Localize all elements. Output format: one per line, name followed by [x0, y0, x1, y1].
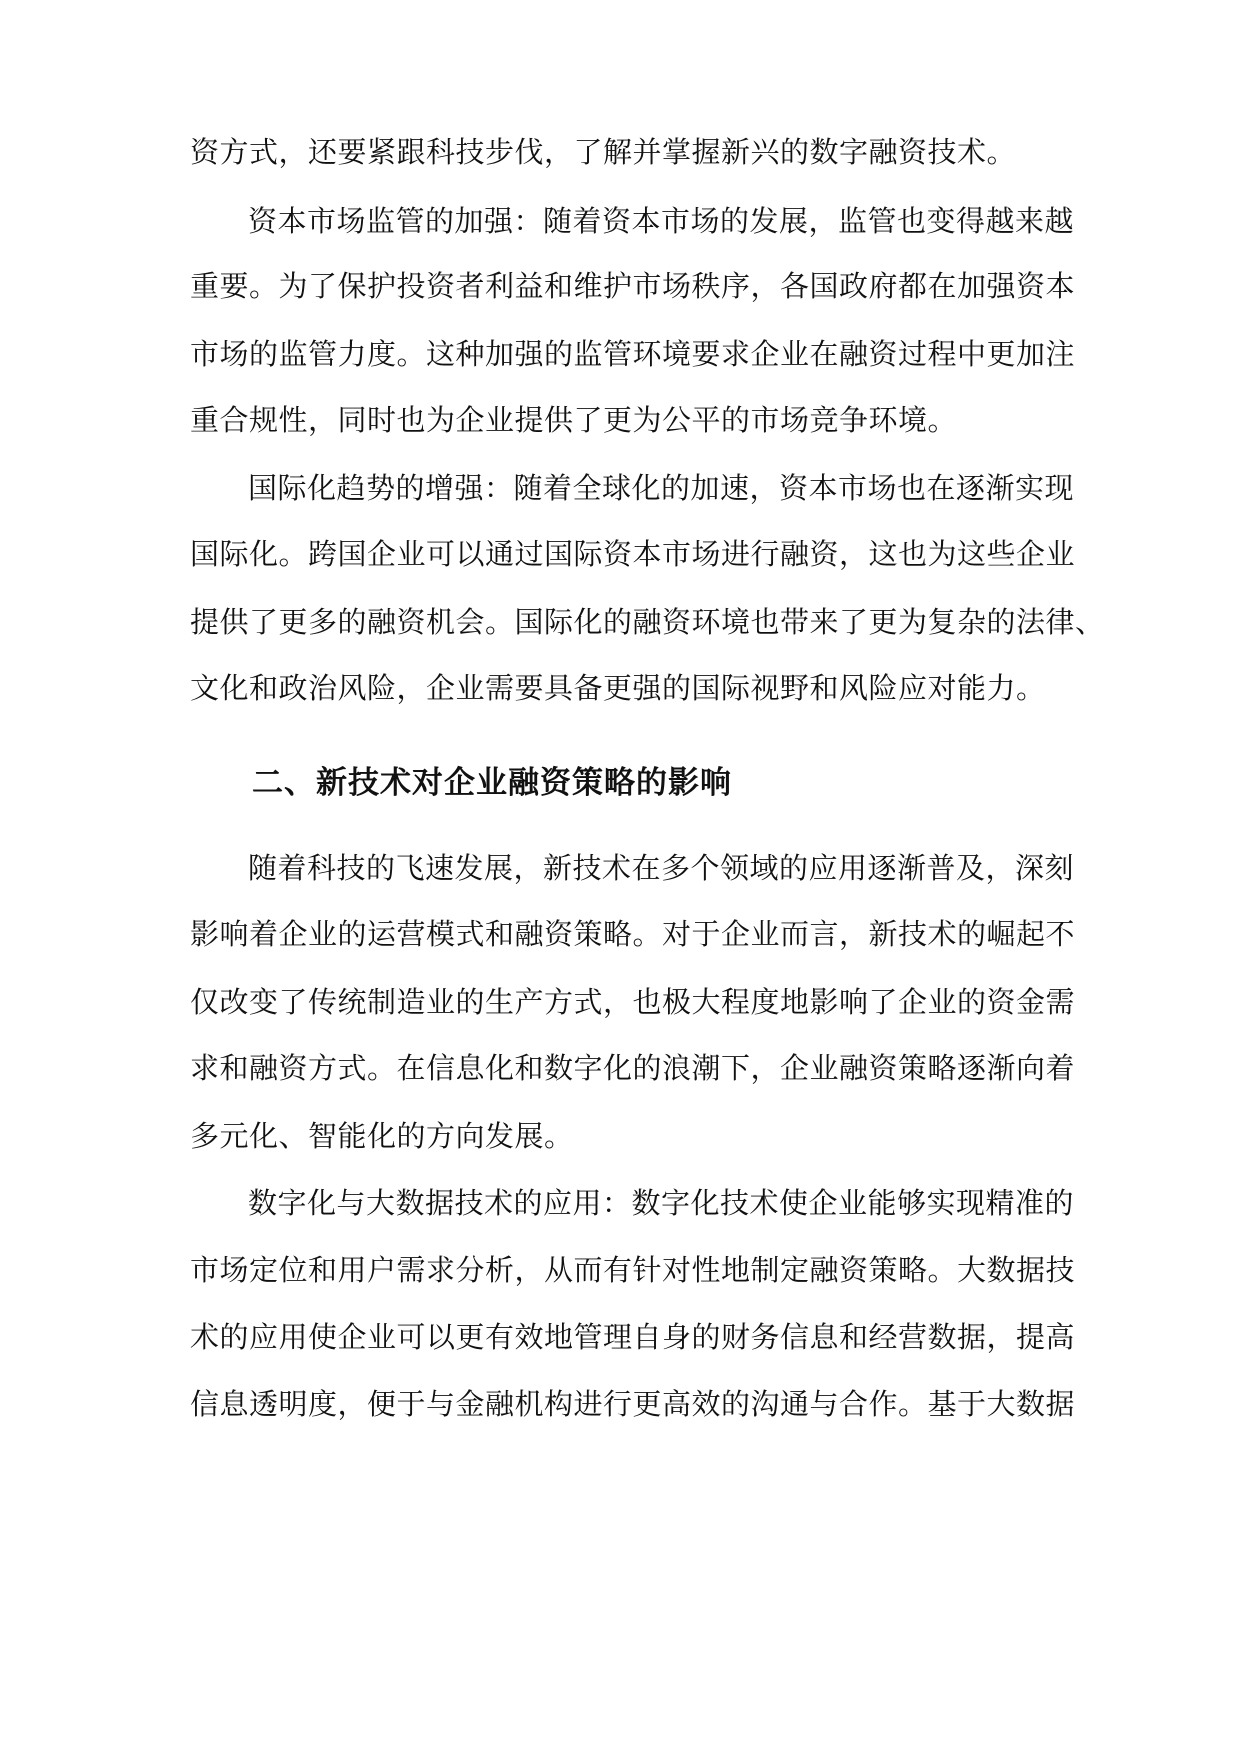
paragraph-line: 信息透明度，便于与金融机构进行更高效的沟通与合作。基于大数据 — [190, 1387, 1076, 1421]
paragraph-line: 重合规性，同时也为企业提供了更为公平的市场竞争环境。 — [190, 403, 958, 437]
paragraph-line: 影响着企业的运营模式和融资策略。对于企业而言，新技术的崛起不 — [190, 917, 1076, 951]
paragraph-line: 国际化。跨国企业可以通过国际资本市场进行融资，这也为这些企业 — [190, 537, 1076, 571]
paragraph-line: 重要。为了保护投资者利益和维护市场秩序，各国政府都在加强资本 — [190, 269, 1076, 303]
paragraph-line: 提供了更多的融资机会。国际化的融资环境也带来了更为复杂的法律、 — [190, 605, 1105, 639]
paragraph-line: 文化和政治风险，企业需要具备更强的国际视野和风险应对能力。 — [190, 671, 1046, 705]
section-heading: 二、新技术对企业融资策略的影响 — [252, 765, 732, 801]
paragraph-line: 随着科技的飞速发展，新技术在多个领域的应用逐渐普及，深刻 — [248, 851, 1075, 885]
paragraph-line: 多元化、智能化的方向发展。 — [190, 1119, 574, 1153]
paragraph-line: 数字化与大数据技术的应用：数字化技术使企业能够实现精准的 — [248, 1186, 1075, 1220]
paragraph-line: 市场的监管力度。这种加强的监管环境要求企业在融资过程中更加注 — [190, 337, 1076, 371]
paragraph-line: 资本市场监管的加强：随着资本市场的发展，监管也变得越来越 — [248, 204, 1075, 238]
paragraph-line: 术的应用使企业可以更有效地管理自身的财务信息和经营数据，提高 — [190, 1320, 1076, 1354]
paragraph-line: 国际化趋势的增强：随着全球化的加速，资本市场也在逐渐实现 — [248, 471, 1075, 505]
paragraph-line: 求和融资方式。在信息化和数字化的浪潮下，企业融资策略逐渐向着 — [190, 1051, 1076, 1085]
paragraph-line: 市场定位和用户需求分析，从而有针对性地制定融资策略。大数据技 — [190, 1253, 1076, 1287]
paragraph-line: 仅改变了传统制造业的生产方式，也极大程度地影响了企业的资金需 — [190, 985, 1076, 1019]
paragraph-line: 资方式，还要紧跟科技步伐，了解并掌握新兴的数字融资技术。 — [190, 135, 1017, 169]
